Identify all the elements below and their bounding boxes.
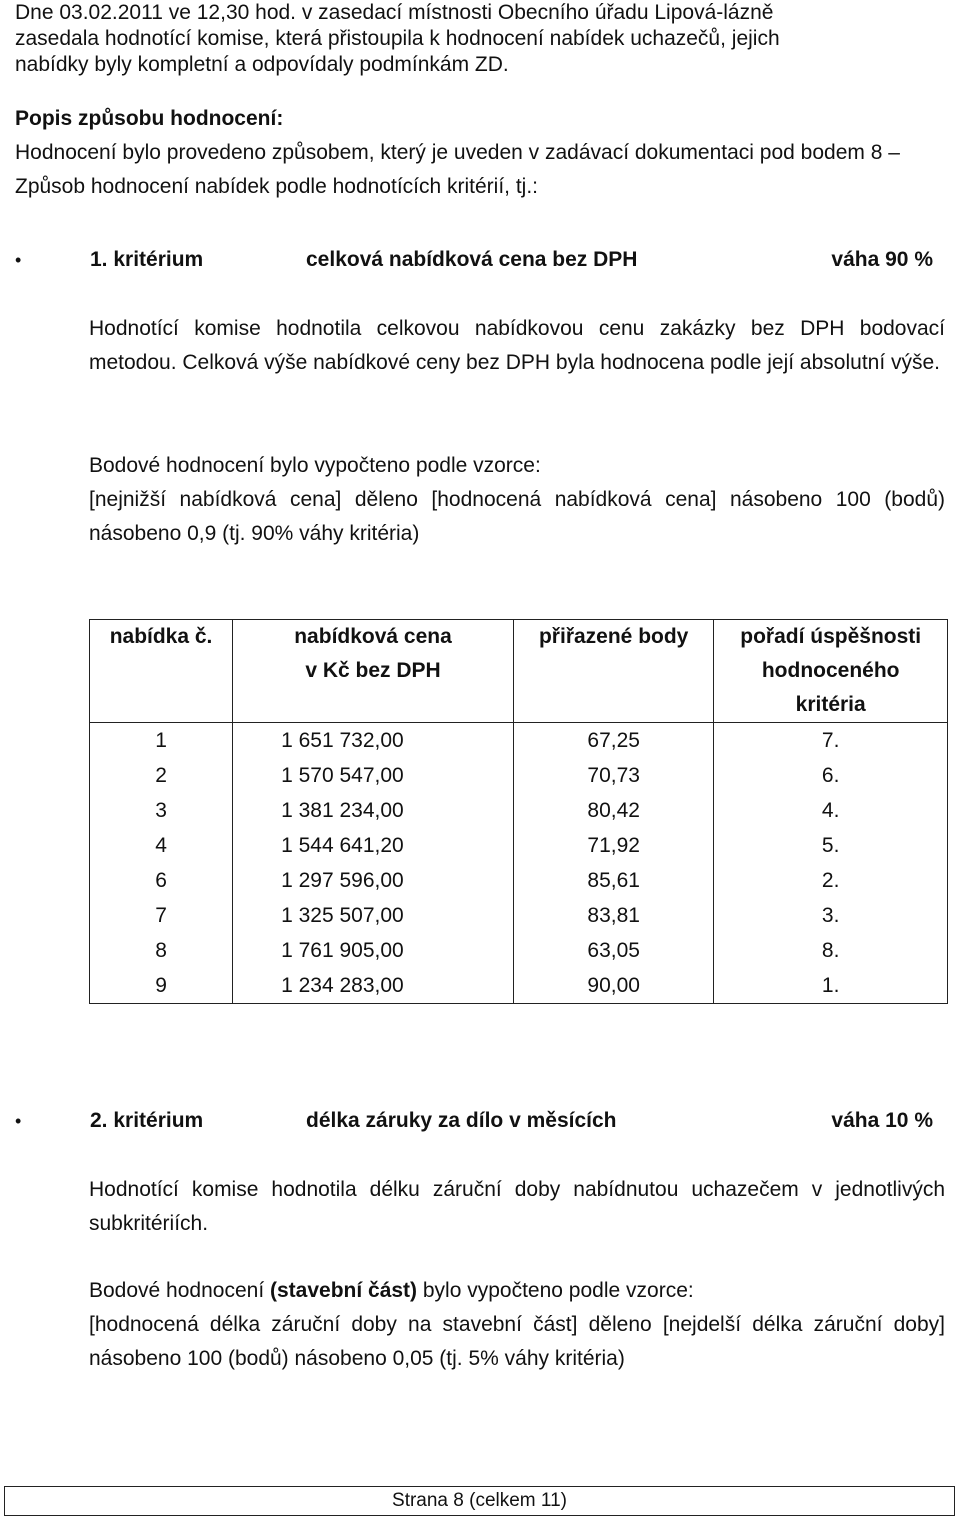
- cell-rank: 4.: [714, 793, 948, 828]
- cell-offer: 2: [90, 758, 233, 793]
- cell-price: 1 544 641,20: [233, 828, 514, 863]
- cell-rank: 2.: [714, 863, 948, 898]
- cell-points: 80,42: [513, 793, 713, 828]
- evaluation-section: [15, 102, 945, 204]
- table-row: [90, 758, 948, 793]
- cell-offer: 6: [90, 863, 233, 898]
- cell-points: 90,00: [513, 968, 713, 1004]
- page-footer: [4, 1486, 955, 1516]
- cell-rank: 7.: [714, 723, 948, 759]
- cell-offer: 8: [90, 933, 233, 968]
- criterion-2-formula-intro-bold: (stavební část): [269, 1279, 418, 1302]
- table-row: [90, 898, 948, 933]
- cell-points: 67,25: [513, 723, 713, 759]
- cell-rank: 1.: [714, 968, 948, 1004]
- table-row: [90, 933, 948, 968]
- criterion-2-name: délka záruky za dílo v měsících: [306, 1109, 617, 1132]
- header-rank-line-2: hodnoceného: [761, 659, 900, 682]
- cell-offer: 4: [90, 828, 233, 863]
- header-assigned-points: přiřazené body: [513, 620, 713, 723]
- criterion-2-description: Hodnotící komise hodnotila délku záruční doby nabídnutou uchazečem v jednotlivých subkritériích.: [89, 1178, 945, 1235]
- bullet-icon: •: [15, 1111, 22, 1131]
- header-rank-line-3: kritéria: [795, 693, 866, 716]
- criterion-1-formula: [89, 449, 945, 551]
- intro-line-2: zasedala hodnotící komise, která přistoupila k hodnocení nabídek uchazečů, jejich: [15, 27, 780, 50]
- criterion-2-formula: [89, 1274, 945, 1376]
- criterion-2-formula-text: [hodnocená délka záruční doby na stavební část] děleno [nejdelší délka záruční doby] násobeno 100 (bodů) násobeno 0,05 (tj. 5% váhy kritéria): [89, 1313, 945, 1370]
- criterion-1-description: Hodnotící komise hodnotila celkovou nabídkovou cenu zakázky bez DPH bodovací metodou. Celková výše nabídkové ceny bez DPH byla hodnocena podle její absolutní výše.: [89, 317, 945, 374]
- bullet-icon: •: [15, 250, 22, 270]
- cell-rank: 5.: [714, 828, 948, 863]
- criterion-2-number: 2. kritérium: [90, 1109, 204, 1132]
- table-row: [90, 723, 948, 759]
- table-header-row: [90, 620, 948, 723]
- criterion-1-weight: váha 90 %: [831, 248, 933, 271]
- table-row: [90, 828, 948, 863]
- table-row: [90, 793, 948, 828]
- results-table: [89, 619, 948, 1004]
- criterion-2-formula-intro-post: bylo vypočteno podle vzorce:: [417, 1279, 694, 1302]
- cell-offer: 7: [90, 898, 233, 933]
- cell-price: 1 234 283,00: [233, 968, 514, 1004]
- header-offer-number: nabídka č.: [90, 620, 233, 723]
- cell-price: 1 325 507,00: [233, 898, 514, 933]
- cell-points: 63,05: [513, 933, 713, 968]
- criterion-2-weight: váha 10 %: [831, 1109, 933, 1132]
- cell-points: 70,73: [513, 758, 713, 793]
- criterion-1-number: 1. kritérium: [90, 248, 204, 271]
- header-rank: [714, 620, 948, 723]
- cell-rank: 6.: [714, 758, 948, 793]
- intro-line-1: Dne 03.02.2011 ve 12,30 hod. v zasedací místnosti Obecního úřadu Lipová-lázně: [15, 1, 774, 24]
- header-rank-line-1: pořadí úspěšnosti: [740, 625, 922, 648]
- criterion-1-name: celková nabídková cena bez DPH: [306, 248, 638, 271]
- table-row: [90, 968, 948, 1004]
- header-offer-price: [233, 620, 514, 723]
- cell-price: 1 381 234,00: [233, 793, 514, 828]
- criterion-1-formula-intro: Bodové hodnocení bylo vypočteno podle vzorce:: [89, 454, 541, 477]
- cell-price: 1 570 547,00: [233, 758, 514, 793]
- criterion-2-header: [15, 1104, 945, 1138]
- cell-rank: 3.: [714, 898, 948, 933]
- cell-points: 85,61: [513, 863, 713, 898]
- evaluation-text: Hodnocení bylo provedeno způsobem, který je uveden v zadávací dokumentaci pod bodem 8 – Způsob hodnocení nabídek podle hodnotících kritérií, tj.:: [15, 141, 900, 198]
- criterion-2-formula-intro-pre: Bodové hodnocení: [89, 1279, 270, 1302]
- cell-offer: 1: [90, 723, 233, 759]
- intro-paragraph: [15, 0, 950, 78]
- table-row: [90, 863, 948, 898]
- criterion-1-formula-text: [nejnižší nabídková cena] děleno [hodnocená nabídková cena] násobeno 100 (bodů) násobeno 0,9 (tj. 90% váhy kritéria): [89, 488, 945, 545]
- cell-offer: 3: [90, 793, 233, 828]
- intro-line-3: nabídky byly kompletní a odpovídaly podmínkám ZD.: [15, 53, 509, 76]
- cell-price: 1 297 596,00: [233, 863, 514, 898]
- cell-price: 1 761 905,00: [233, 933, 514, 968]
- cell-points: 83,81: [513, 898, 713, 933]
- criterion-1-header: [15, 243, 945, 277]
- cell-points: 71,92: [513, 828, 713, 863]
- cell-offer: 9: [90, 968, 233, 1004]
- cell-rank: 8.: [714, 933, 948, 968]
- header-offer-price-line-1: nabídková cena: [294, 625, 452, 648]
- evaluation-heading: Popis způsobu hodnocení:: [15, 107, 284, 130]
- header-offer-price-line-2: v Kč bez DPH: [305, 659, 441, 682]
- cell-price: 1 651 732,00: [233, 723, 514, 759]
- page-number: Strana 8 (celkem 11): [392, 1490, 567, 1511]
